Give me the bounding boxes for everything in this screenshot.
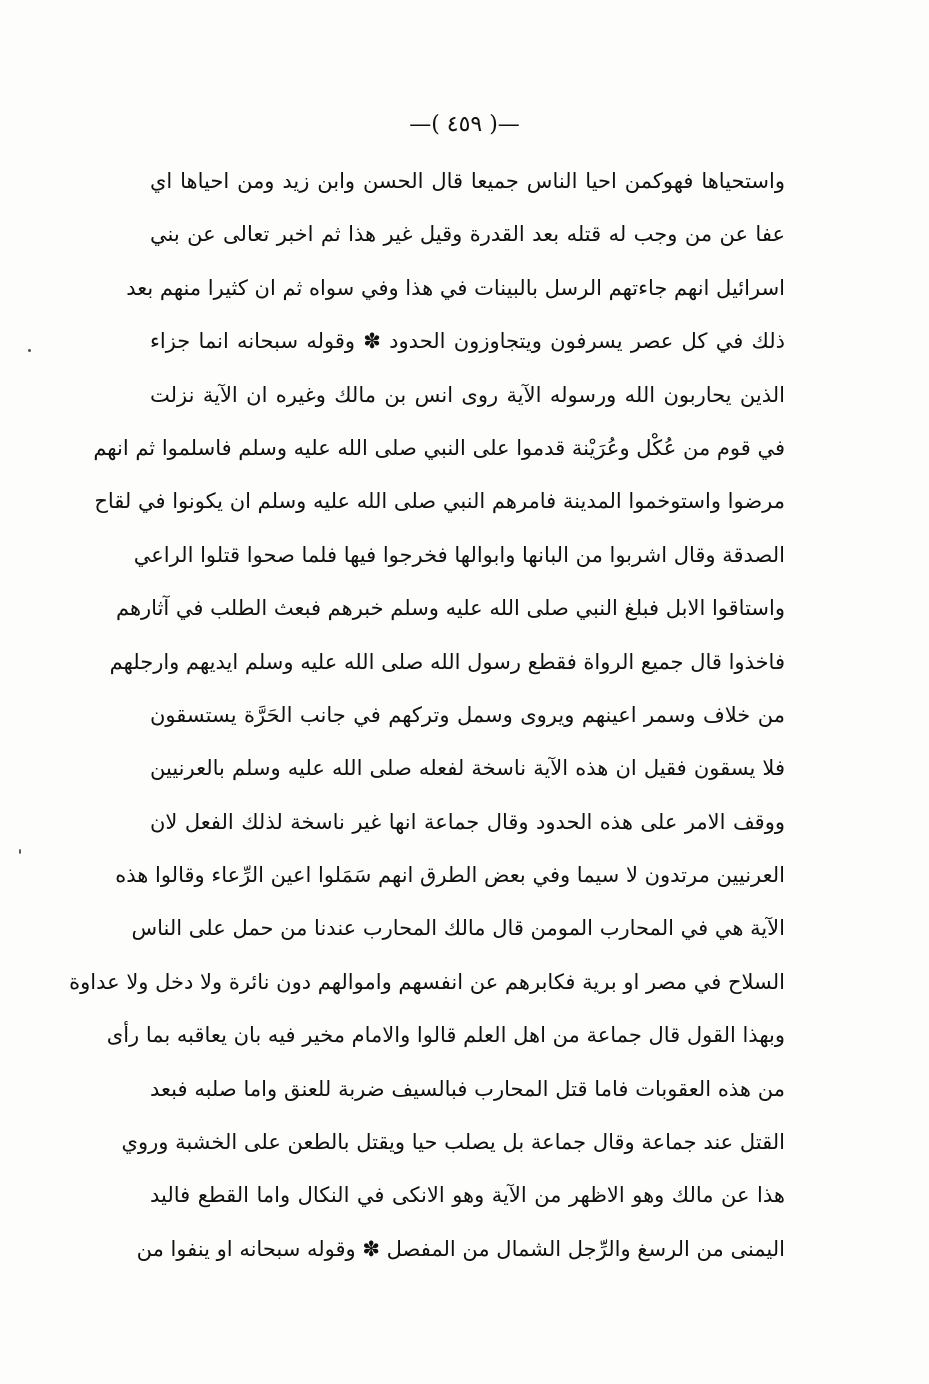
text-line: القتل عند جماعة وقال جماعة بل يصلب حيا ويقتل بالطعن على الخشبة وروي	[121, 1130, 785, 1155]
text-line: مرضوا واستوخموا المدينة فامرهم النبي صلى الله عليه وسلم ان يكونوا في لقاح	[94, 489, 785, 514]
scan-speck	[19, 849, 21, 854]
text-line: من خلاف وسمر اعينهم ويروى وسمل وتركهم في جانب الحَرَّة يستسقون	[150, 702, 785, 727]
text-line: الصدقة وقال اشربوا من البانها وابوالها فخرجوا فيها فلما صحوا قتلوا الراعي	[133, 542, 785, 567]
text-line: العرنيين مرتدون لا سيما وفي بعض الطرق انهم سَمَلوا اعين الرِّعاء وقالوا هذه	[115, 863, 785, 888]
text-line: من هذه العقوبات فاما قتل المحارب فبالسيف ضربة للعنق واما صلبه فبعد	[150, 1076, 785, 1101]
text-line: واستاقوا الابل فبلغ النبي صلى الله عليه وسلم خبرهم فبعث الطلب في آثارهم	[115, 596, 785, 621]
text-line: السلاح في مصر او برية فكابرهم عن انفسهم واموالهم دون نائرة ولا دخل ولا عداوة	[69, 969, 785, 994]
text-line: وبهذا القول قال جماعة من اهل العلم قالوا والامام مخير فيه بان يعاقبه بما رأى	[106, 1023, 785, 1048]
text-line: فاخذوا قال جميع الرواة فقطع رسول الله صلى الله عليه وسلم ايديهم وارجلهم	[109, 649, 785, 674]
text-line: ووقف الامر على هذه الحدود وقال جماعة انها غير ناسخة لذلك الفعل لان	[150, 809, 785, 834]
text-line: ذلك في كل عصر يسرفون ويتجاوزون الحدود ✽ وقوله سبحانه انما جزاء	[150, 329, 785, 354]
text-line: فلا يسقون فقيل ان هذه الآية ناسخة لفعله صلى الله عليه وسلم بالعرنيين	[150, 756, 785, 781]
text-line: عفا عن من وجب له قتله بعد القدرة وقيل غير هذا ثم اخبر تعالى عن بني	[150, 222, 785, 247]
text-line: واستحياها فهوكمن احيا الناس جميعا قال الحسن وابن زيد ومن احياها اي	[150, 169, 785, 193]
text-line: اسرائيل انهم جاءتهم الرسل بالبينات في هذا وفي سواه ثم ان كثيرا منهم بعد	[126, 275, 785, 300]
text-line: الذين يحاربون الله ورسوله الآية روى انس بن مالك وغيره ان الآية نزلت	[150, 382, 785, 407]
text-line: اليمنى من الرسغ والرِّجل الشمال من المفصل ✽ وقوله سبحانه او ينفوا من	[136, 1236, 785, 1261]
text-line: في قوم من عُكْل وعُرَيْنة قدموا على النبي صلى الله عليه وسلم فاسلموا ثم انهم	[93, 435, 785, 460]
page-number: —( ٤٥٩ )—	[409, 112, 520, 137]
text-line: هذا عن مالك وهو الاظهر من الآية وهو الانكى في النكال واما القطع فاليد	[150, 1183, 785, 1208]
body-text	[69, 155, 785, 1276]
text-line: الآية هي في المحارب المومن قال مالك المحارب عندنا من حمل على الناس	[131, 916, 785, 941]
scan-speck	[28, 349, 31, 352]
